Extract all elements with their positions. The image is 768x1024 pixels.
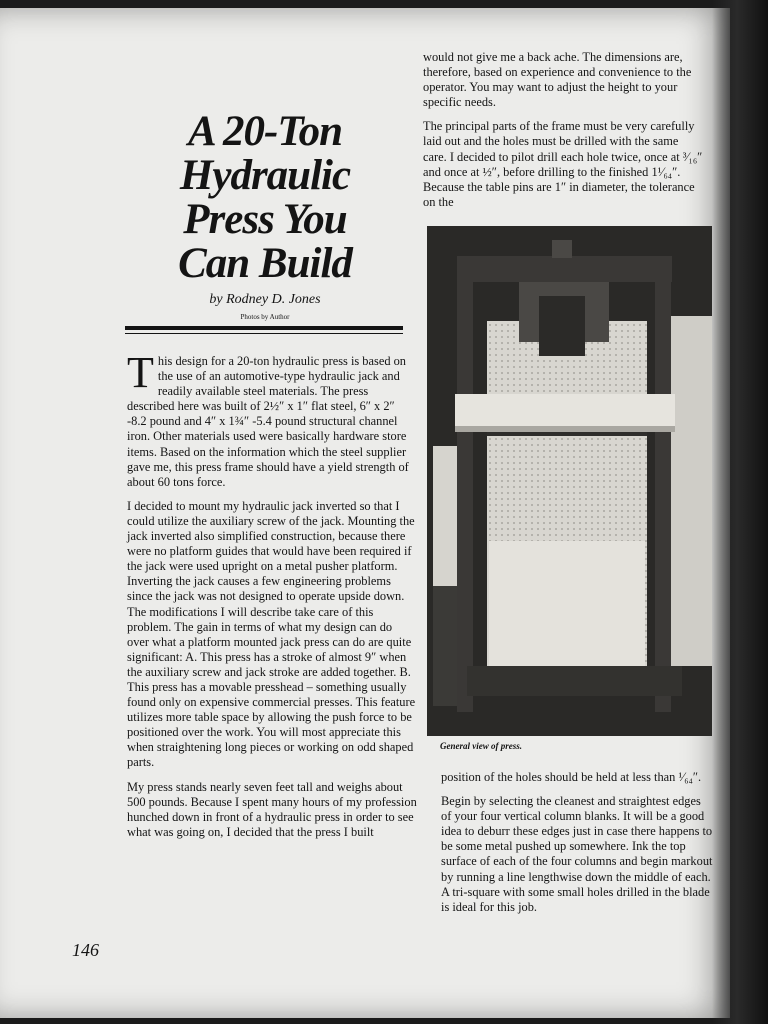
left-column — [127, 348, 417, 849]
right-column-bottom — [441, 770, 713, 924]
title-rule-thin — [125, 333, 403, 334]
paragraph-1-text: his design for a 20-ton hydraulic press is based on the use of an automotive-type hydraulic jack and readily available steel materials. The press described here was built of 2½″ x 1″ flat steel, 6″ x 2″ -8.2 pound and 4″ x 1¾″ -5.4 pound structural channel iron. Other materials used were basically hardware store items. Based on the information which the steel supplier gave me, this press frame should have a yield strength of about 60 tons force. — [127, 354, 409, 489]
photo-credit: Photos by Author — [240, 313, 290, 321]
title-line-2: Hydraulic — [179, 152, 351, 199]
byline: by Rodney D. Jones — [209, 292, 321, 307]
press-photo — [427, 226, 712, 736]
paragraph-6: position of the holes should be held at less than ¹⁄₆₄″. — [441, 770, 702, 784]
drop-cap: T — [127, 348, 154, 397]
paragraph-1 — [127, 348, 417, 490]
right-column-top — [423, 50, 705, 219]
paragraph-2: I decided to mount my hydraulic jack inverted so that I could utilize the auxiliary screw of the jack. Mounting the jack inverted also simplified construction, because there were no platform guides that would have been required if the jack were used upright on a metal pusher platform. Inverting the jack causes a few engineering problems since the jack was not designed to operate upside down. The modifications I will describe take care of this problem. The gain in terms of what my design can do over what a platform mounted jack press can do are quite significant: A. This press has a stroke of almost 9″ when the auxiliary screw and jack stroke are added together. B. This press has a movable presshead – something usually found only on expensive commercial presses. This feature utilizes more table space by allowing the push force to be positioned over the work. You will most appreciate this when straightening long pieces or working on odd shaped parts. — [127, 498, 416, 770]
hydraulic-press-image — [427, 226, 712, 736]
paragraph-4: would not give me a back ache. The dimensions are, therefore, based on experience and convenience to the operator. You may want to adjust the height to your specific needs. — [423, 50, 692, 110]
paragraph-3: My press stands nearly seven feet tall and weighs about 500 pounds. Because I spent many hours of my profession hunched down in front of a hydraulic press in order to see what was going on, I decided that the press I built — [127, 779, 417, 839]
paragraph-7: Begin by selecting the cleanest and straightest edges of your four vertical column blanks. It will be a good idea to deburr these edges just in case there happens to be some metal pushed up somewhere. Ink the top surface of each of the four columns and begin markout by running a line lengthwise down the middle of each. A tri-square with some small holes drilled in the blade is ideal for this job. — [441, 794, 713, 914]
page-number: 146 — [72, 940, 99, 960]
article-title — [140, 110, 390, 286]
title-rule — [125, 326, 403, 330]
title-line-1: A 20-Ton — [187, 108, 343, 155]
photo-caption: General view of press. — [440, 741, 522, 751]
title-line-3: Press You — [183, 196, 347, 243]
paragraph-5: The principal parts of the frame must be very carefully laid out and the holes must be drilled with the same care. I decided to pilot drill each hole twice, once at ³⁄₁₆″ and once at ½″, before drilling to the finished 1¹⁄₆₄″. Because the table pins are 1″ in diameter, the tolerance on the — [423, 119, 703, 209]
title-line-4: Can Build — [178, 240, 352, 287]
book-gutter-shadow — [712, 0, 768, 1024]
